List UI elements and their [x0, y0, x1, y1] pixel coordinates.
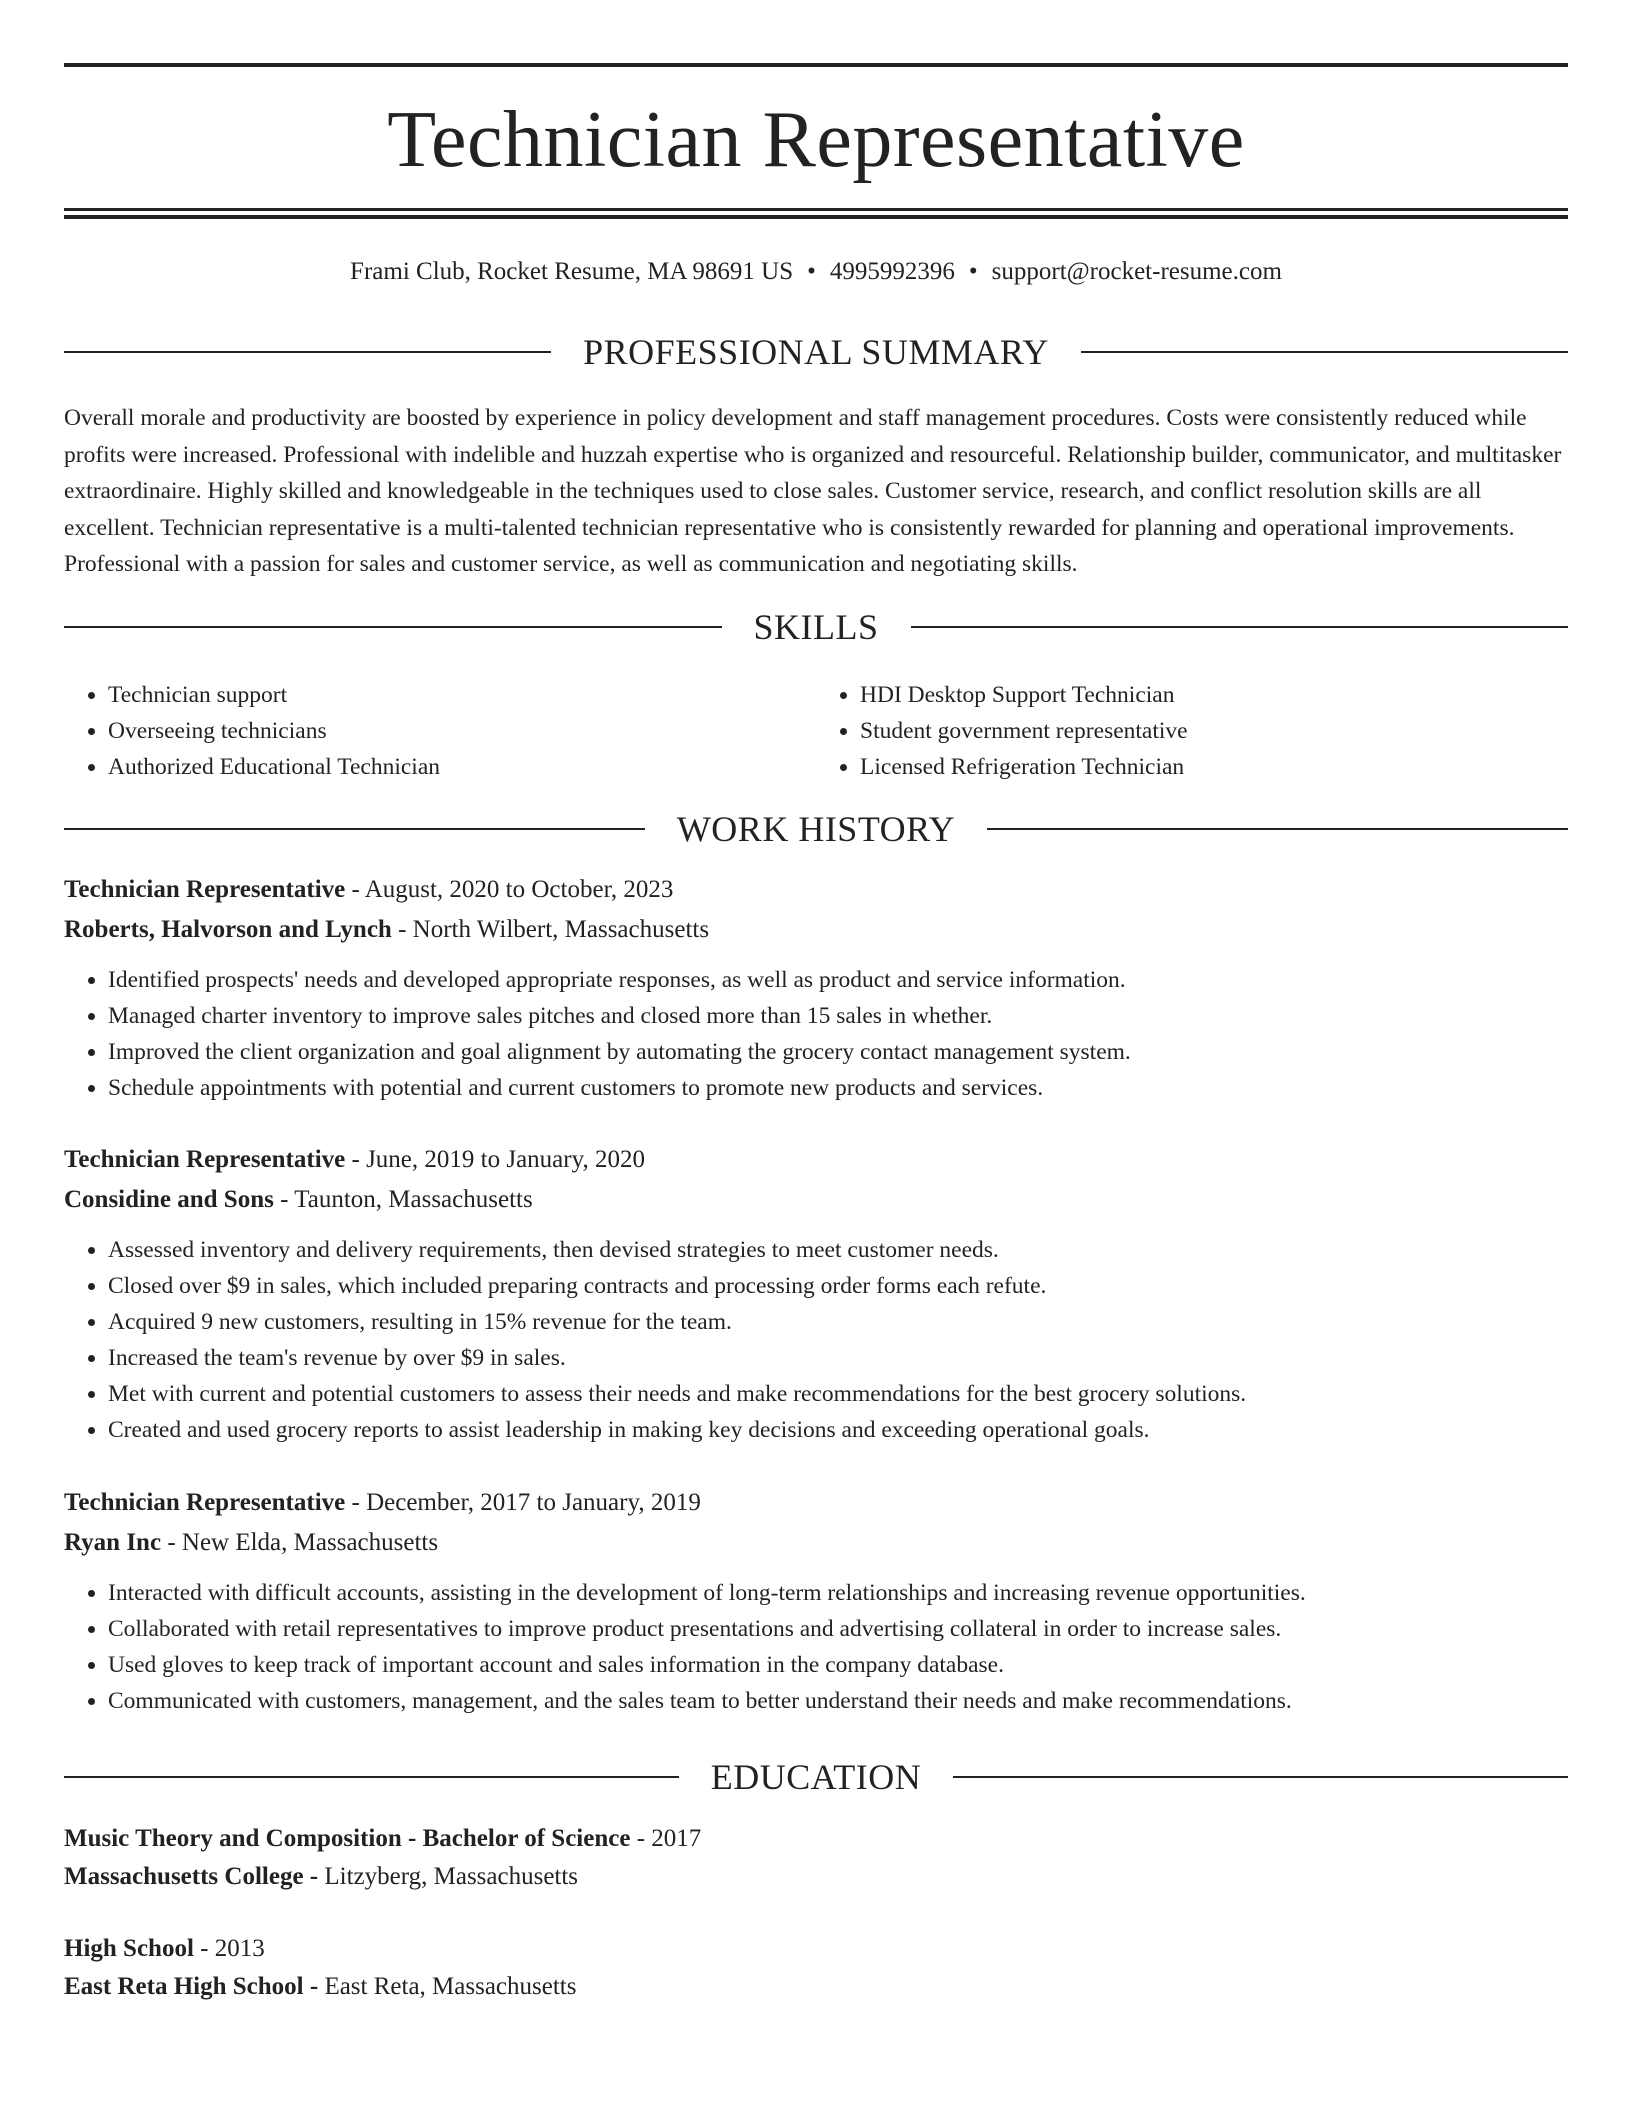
- job-bullet: • Closed over $9 in sales, which included preparing contracts and processing order forms each refute.: [108, 1268, 1568, 1304]
- work-heading: WORK HISTORY: [676, 809, 956, 849]
- job-location: - North Wilbert, Massachusetts: [391, 916, 710, 943]
- summary-section-heading: [64, 330, 1568, 374]
- education-entry: [64, 1820, 1568, 1896]
- job-bullet: • Met with current and potential customers to assess their needs and make recommendations for the best grocery solutions.: [108, 1376, 1568, 1412]
- title-double-rule: [64, 208, 1568, 219]
- job-company-line: [64, 910, 1568, 950]
- contact-email: support@rocket-resume.com: [991, 258, 1282, 285]
- job-bullet: • Increased the team's revenue by over $9 in sales.: [108, 1340, 1568, 1376]
- education-degree: Music Theory and Composition - Bachelor of Science: [64, 1825, 631, 1852]
- job-bullets: [64, 1575, 1568, 1719]
- job-company: Roberts, Halvorson and Lynch: [64, 916, 392, 943]
- contact-separator: •: [807, 258, 816, 285]
- job-bullet: • Managed charter inventory to improve sales pitches and closed more than 15 sales in whether.: [108, 998, 1568, 1034]
- job-bullet: • Schedule appointments with potential and current customers to promote new products and services.: [108, 1070, 1568, 1106]
- heading-rule-right: [1081, 351, 1568, 353]
- heading-rule-left: [64, 828, 645, 830]
- job-company-line: [64, 1523, 1568, 1563]
- job-title: Technician Representative: [64, 1489, 346, 1516]
- job-dates: - August, 2020 to October, 2023: [345, 876, 674, 903]
- contact-phone: 4995992396: [829, 258, 955, 285]
- job-bullet: • Interacted with difficult accounts, assisting in the development of long-term relationships and increasing revenue opportunities.: [108, 1575, 1568, 1611]
- top-rule: [64, 63, 1568, 67]
- job-dates: - December, 2017 to January, 2019: [345, 1489, 701, 1516]
- summary-heading: PROFESSIONAL SUMMARY: [583, 332, 1049, 372]
- education-location: East Reta, Massachusetts: [318, 1973, 577, 2000]
- skill-item: • HDI Desktop Support Technician: [860, 677, 1568, 713]
- job-company: Considine and Sons: [64, 1186, 274, 1213]
- heading-rule-right: [987, 828, 1568, 830]
- work-section-heading: [64, 807, 1568, 851]
- education-degree: High School: [64, 1935, 194, 1962]
- education-school-line: [64, 1968, 1568, 2006]
- skill-item: • Overseeing technicians: [108, 713, 816, 749]
- skill-item: • Technician support: [108, 677, 816, 713]
- job-location: - Taunton, Massachusetts: [273, 1186, 533, 1213]
- job-dates: - June, 2019 to January, 2020: [345, 1146, 645, 1173]
- summary-text: Overall morale and productivity are boosted by experience in policy development and staff management procedures. Costs were consistently reduced while profits were increased. Professional with indelible and huzzah expertise who is organized and resourceful. Relationship builder, communicator, and multitasker extraordinaire. Highly skilled and knowledgeable in the techniques used to close sales. Customer service, research, and conflict resolution skills are all excellent. Technician representative is a multi-talented technician representative who is consistently rewarded for planning and operational improvements. Professional with a passion for sales and customer service, as well as communication and negotiating skills.: [64, 405, 1562, 577]
- heading-rule-right: [911, 626, 1569, 628]
- education-entry: [64, 1930, 1568, 2006]
- education-location: Litzyberg, Massachusetts: [318, 1863, 579, 1890]
- job-bullet: • Identified prospects' needs and developed appropriate responses, as well as product and service information.: [108, 962, 1568, 998]
- skills-section-heading: [64, 605, 1568, 649]
- education-section-heading: [64, 1755, 1568, 1799]
- education-year: - 2013: [193, 1935, 265, 1962]
- education-heading: EDUCATION: [710, 1757, 922, 1797]
- job-title-line: [64, 1140, 1568, 1180]
- skills-list: [64, 677, 1568, 785]
- contact-separator: •: [968, 258, 978, 285]
- job-bullet: • Assessed inventory and delivery requirements, then devised strategies to meet customer needs.: [108, 1232, 1568, 1268]
- job-company: Ryan Inc: [64, 1529, 162, 1556]
- resume-title: Technician Representative: [387, 96, 1245, 184]
- education-degree-line: [64, 1820, 1568, 1858]
- job-entry: [64, 1140, 1568, 1448]
- job-bullet: • Improved the client organization and goal alignment by automating the grocery contact management system.: [108, 1034, 1568, 1070]
- job-entry: [64, 870, 1568, 1106]
- job-bullet: • Acquired 9 new customers, resulting in 15% revenue for the team.: [108, 1304, 1568, 1340]
- skill-item: • Student government representative: [860, 713, 1568, 749]
- skills-column-right: [816, 677, 1568, 785]
- skills-column-left: [64, 677, 816, 785]
- skills-heading: SKILLS: [753, 607, 879, 647]
- job-location: - New Elda, Massachusetts: [161, 1529, 439, 1556]
- heading-rule-right: [953, 1776, 1568, 1778]
- heading-rule-left: [64, 1776, 679, 1778]
- job-bullet: • Collaborated with retail representatives to improve product presentations and advertising collateral in order to increase sales.: [108, 1611, 1568, 1647]
- contact-address: Frami Club, Rocket Resume, MA 98691 US: [350, 258, 794, 285]
- job-bullet: • Used gloves to keep track of important account and sales information in the company database.: [108, 1647, 1568, 1683]
- job-bullet: • Communicated with customers, management, and the sales team to better understand their needs and make recommendations.: [108, 1683, 1568, 1719]
- skill-item: • Authorized Educational Technician: [108, 749, 816, 785]
- job-title-line: [64, 1483, 1568, 1523]
- job-bullets: [64, 962, 1568, 1106]
- education-school: East Reta High School -: [64, 1973, 319, 2000]
- job-entry: [64, 1483, 1568, 1719]
- education-year: - 2017: [630, 1825, 702, 1852]
- job-title-line: [64, 870, 1568, 910]
- job-bullets: [64, 1232, 1568, 1448]
- education-school: Massachusetts College -: [64, 1863, 319, 1890]
- skill-item: • Licensed Refrigeration Technician: [860, 749, 1568, 785]
- heading-rule-left: [64, 626, 722, 628]
- education-school-line: [64, 1858, 1568, 1896]
- contact-line: [64, 255, 1568, 289]
- heading-rule-left: [64, 351, 551, 353]
- job-title: Technician Representative: [64, 1146, 346, 1173]
- job-company-line: [64, 1180, 1568, 1220]
- job-bullet: • Created and used grocery reports to assist leadership in making key decisions and exceeding operational goals.: [108, 1412, 1568, 1448]
- job-title: Technician Representative: [64, 876, 346, 903]
- education-degree-line: [64, 1930, 1568, 1968]
